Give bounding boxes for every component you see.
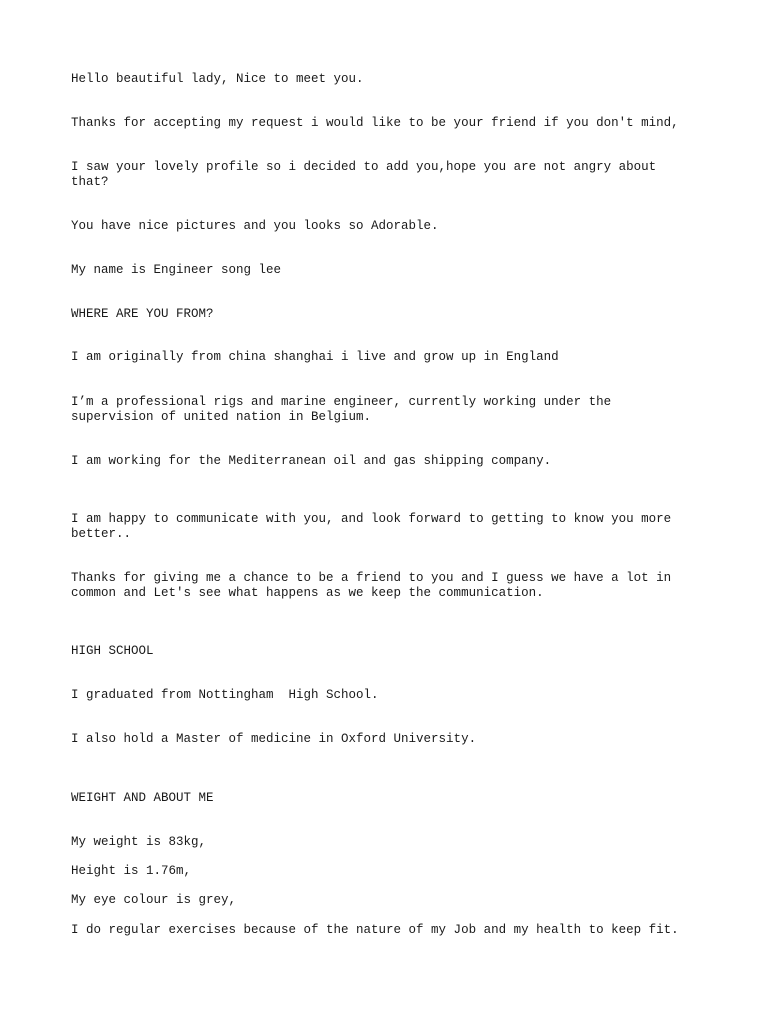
paragraph-exercises: I do regular exercises because of the nature of my Job and my health to keep fit.	[71, 923, 679, 937]
paragraph-greeting: Hello beautiful lady, Nice to meet you.	[71, 72, 364, 86]
paragraph-origin: I am originally from china shanghai i live and grow up in England	[71, 350, 559, 364]
heading-high-school: HIGH SCHOOL	[71, 644, 154, 658]
paragraph-thanks-request: Thanks for accepting my request i would like to be your friend if you don't mind,	[71, 116, 679, 130]
paragraph-profession: I’m a professional rigs and marine engineer, currently working under the supervision of united nation in Belgium.	[71, 395, 612, 424]
paragraph-chance: Thanks for giving me a chance to be a friend to you and I guess we have a lot in common and Let's see what happens as we keep the communication.	[71, 571, 672, 600]
paragraph-company: I am working for the Mediterranean oil and gas shipping company.	[71, 454, 552, 468]
heading-where-from: WHERE ARE YOU FROM?	[71, 307, 214, 321]
paragraph-eye-colour: My eye colour is grey,	[71, 893, 237, 907]
paragraph-name: My name is Engineer song lee	[71, 263, 282, 277]
paragraph-profile: I saw your lovely profile so i decided to add you,hope you are not angry about that?	[71, 160, 657, 189]
paragraph-master: I also hold a Master of medicine in Oxford University.	[71, 732, 477, 746]
paragraph-weight: My weight is 83kg,	[71, 835, 207, 849]
paragraph-communicate: I am happy to communicate with you, and look forward to getting to know you more better..	[71, 512, 672, 541]
heading-weight-about: WEIGHT AND ABOUT ME	[71, 791, 214, 805]
paragraph-graduated: I graduated from Nottingham High School.	[71, 688, 379, 702]
paragraph-pictures: You have nice pictures and you looks so Adorable.	[71, 219, 439, 233]
paragraph-height: Height is 1.76m,	[71, 864, 192, 878]
